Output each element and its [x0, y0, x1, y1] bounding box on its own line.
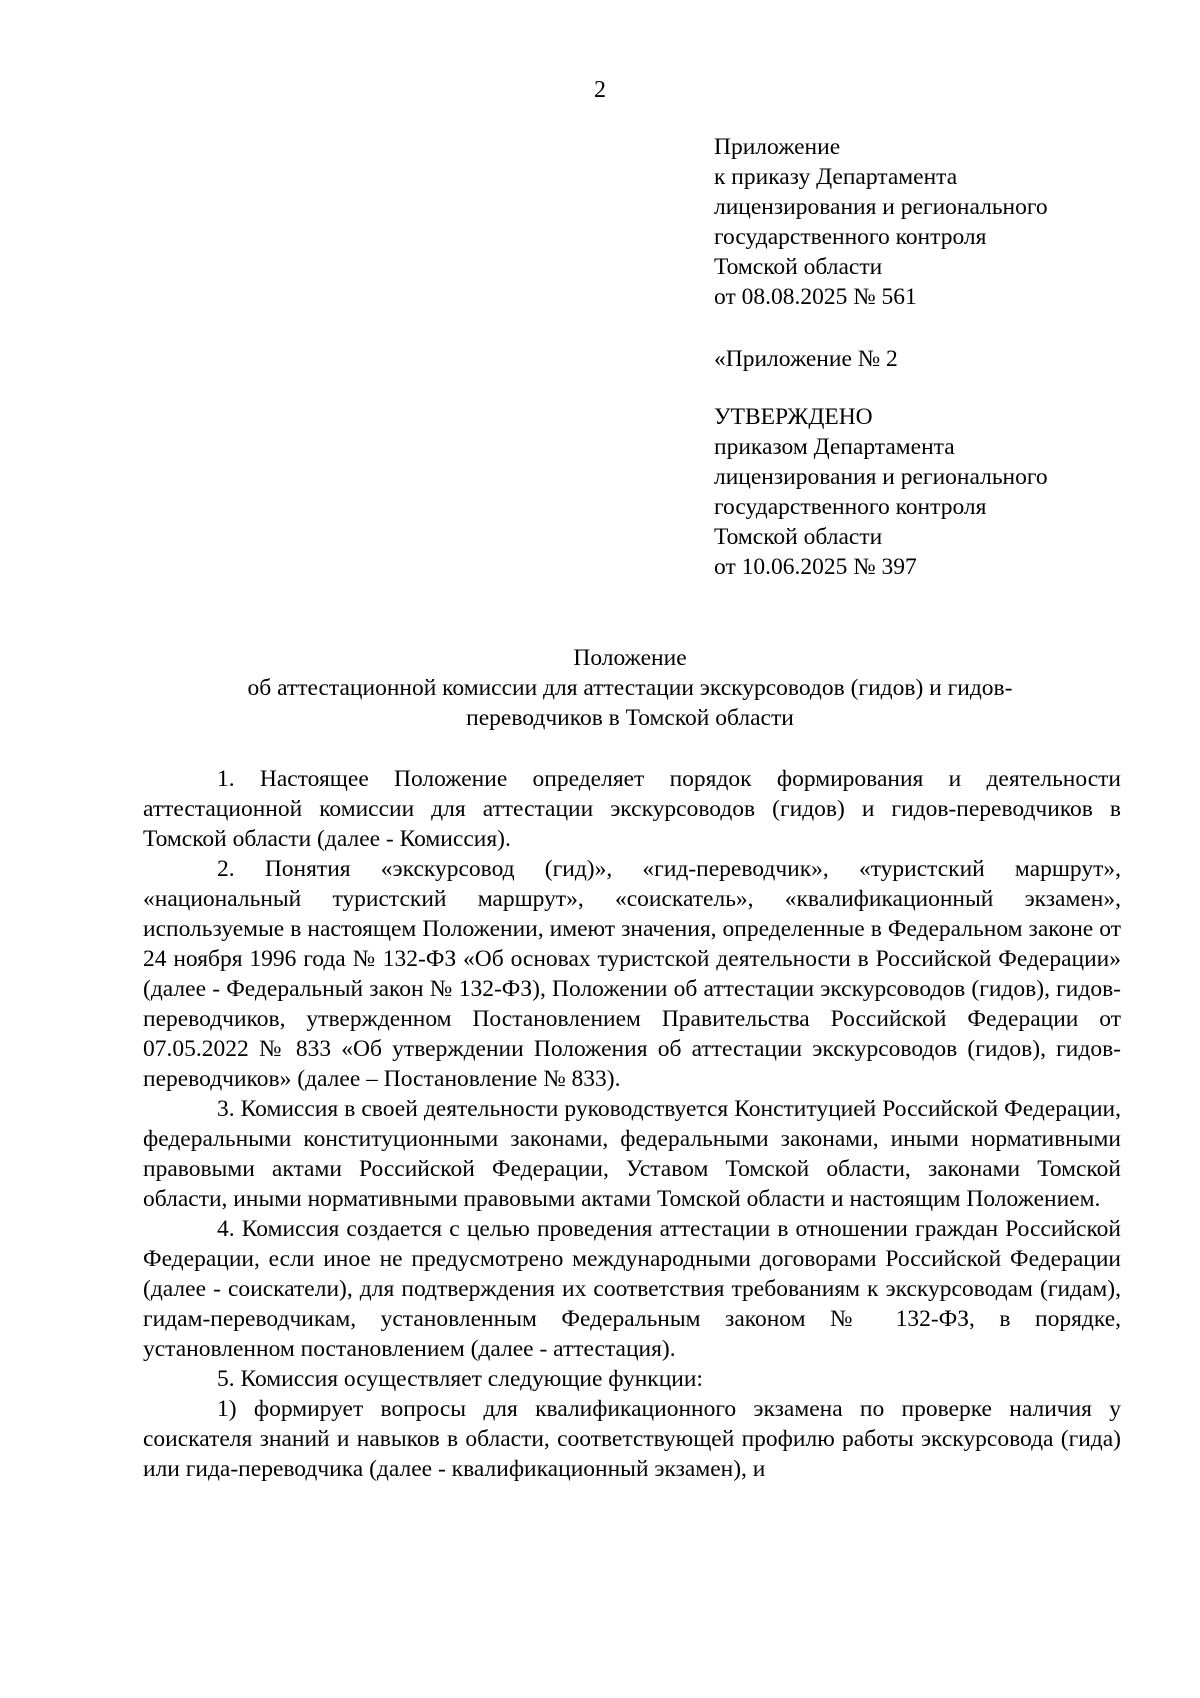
paragraph-4: 4. Комиссия создается с целью проведения аттестации в отношении граждан Российской Федерации, если иное не предусмотрено международными договорами Российской Федерации (далее - соискатели), для подтверждения их соответствия требованиям к экскурсоводам (гидам), гидам-переводчикам, установленным Федеральным законом № 132-ФЗ, в порядке, установленном постановлением (далее - аттестация). [143, 1216, 1121, 1362]
paragraph-1: 1. Настоящее Положение определяет порядок формирования и деятельности аттестационной комиссии для аттестации экскурсоводов (гидов) и гидов-переводчиков в Томской области (далее - Комиссия). [143, 766, 1121, 852]
approval-line: государственного контроля [714, 494, 987, 520]
document-title [140, 643, 1120, 733]
appendix-line: Приложение [714, 134, 841, 160]
paragraph-5-item-1: 1) формирует вопросы для квалификационного экзамена по проверке наличия у соискателя знаний и навыков в области, соответствующей профилю работы экскурсовода (гида) или гида-переводчика (далее - квалификационный экзамен), и [143, 1396, 1121, 1482]
paragraph-3: 3. Комиссия в своей деятельности руководствуется Конституцией Российской Федерации, федеральными конституционными законами, федеральными законами, иными нормативными правовыми актами Российской Федерации, Уставом Томской области, законами Томской области, иными нормативными правовыми актами Томской области и настоящим Положением. [143, 1096, 1121, 1212]
approval-block [714, 402, 1048, 582]
approved-heading: УТВЕРЖДЕНО [714, 404, 873, 430]
approval-line: приказом Департамента [714, 434, 955, 460]
title-line: Положение [573, 645, 687, 671]
appendix-line: государственного контроля [714, 224, 987, 250]
paragraph-2: 2. Понятия «экскурсовод (гид)», «гид-переводчик», «туристский маршрут», «национальный туристский маршрут», «соискатель», «квалификационный экзамен», используемые в настоящем Положении, имеют значения, определенные в Федеральном законе от 24 ноября 1996 года № 132-ФЗ «Об основах туристской деятельности в Российской Федерации» (далее - Федеральный закон № 132-ФЗ), Положении об аттестации экскурсоводов (гидов), гидов-переводчиков, утвержденном Постановлением Правительства Российской Федерации от 07.05.2022 № 833 «Об утверждении Положения об аттестации экскурсоводов (гидов), гидов-переводчиков» (далее – Постановление № 833). [143, 856, 1121, 1092]
page-number: 2 [594, 77, 606, 103]
appendix-line: к приказу Департамента [714, 164, 958, 190]
title-line: об аттестационной комиссии для аттестации экскурсоводов (гидов) и гидов- [247, 675, 1013, 701]
document-body [143, 764, 1121, 1484]
appendix-line: Томской области [714, 254, 883, 280]
annex-reference: «Приложение № 2 [714, 346, 898, 372]
approval-line: Томской области [714, 524, 883, 550]
title-line: переводчиков в Томской области [466, 705, 794, 731]
appendix-line: от 08.08.2025 № 561 [714, 284, 917, 310]
appendix-line: лицензирования и регионального [714, 194, 1048, 220]
approval-line: лицензирования и регионального [714, 464, 1048, 490]
appendix-block [714, 132, 1048, 312]
approval-line: от 10.06.2025 № 397 [714, 554, 917, 580]
paragraph-5: 5. Комиссия осуществляет следующие функции: [217, 1366, 703, 1392]
